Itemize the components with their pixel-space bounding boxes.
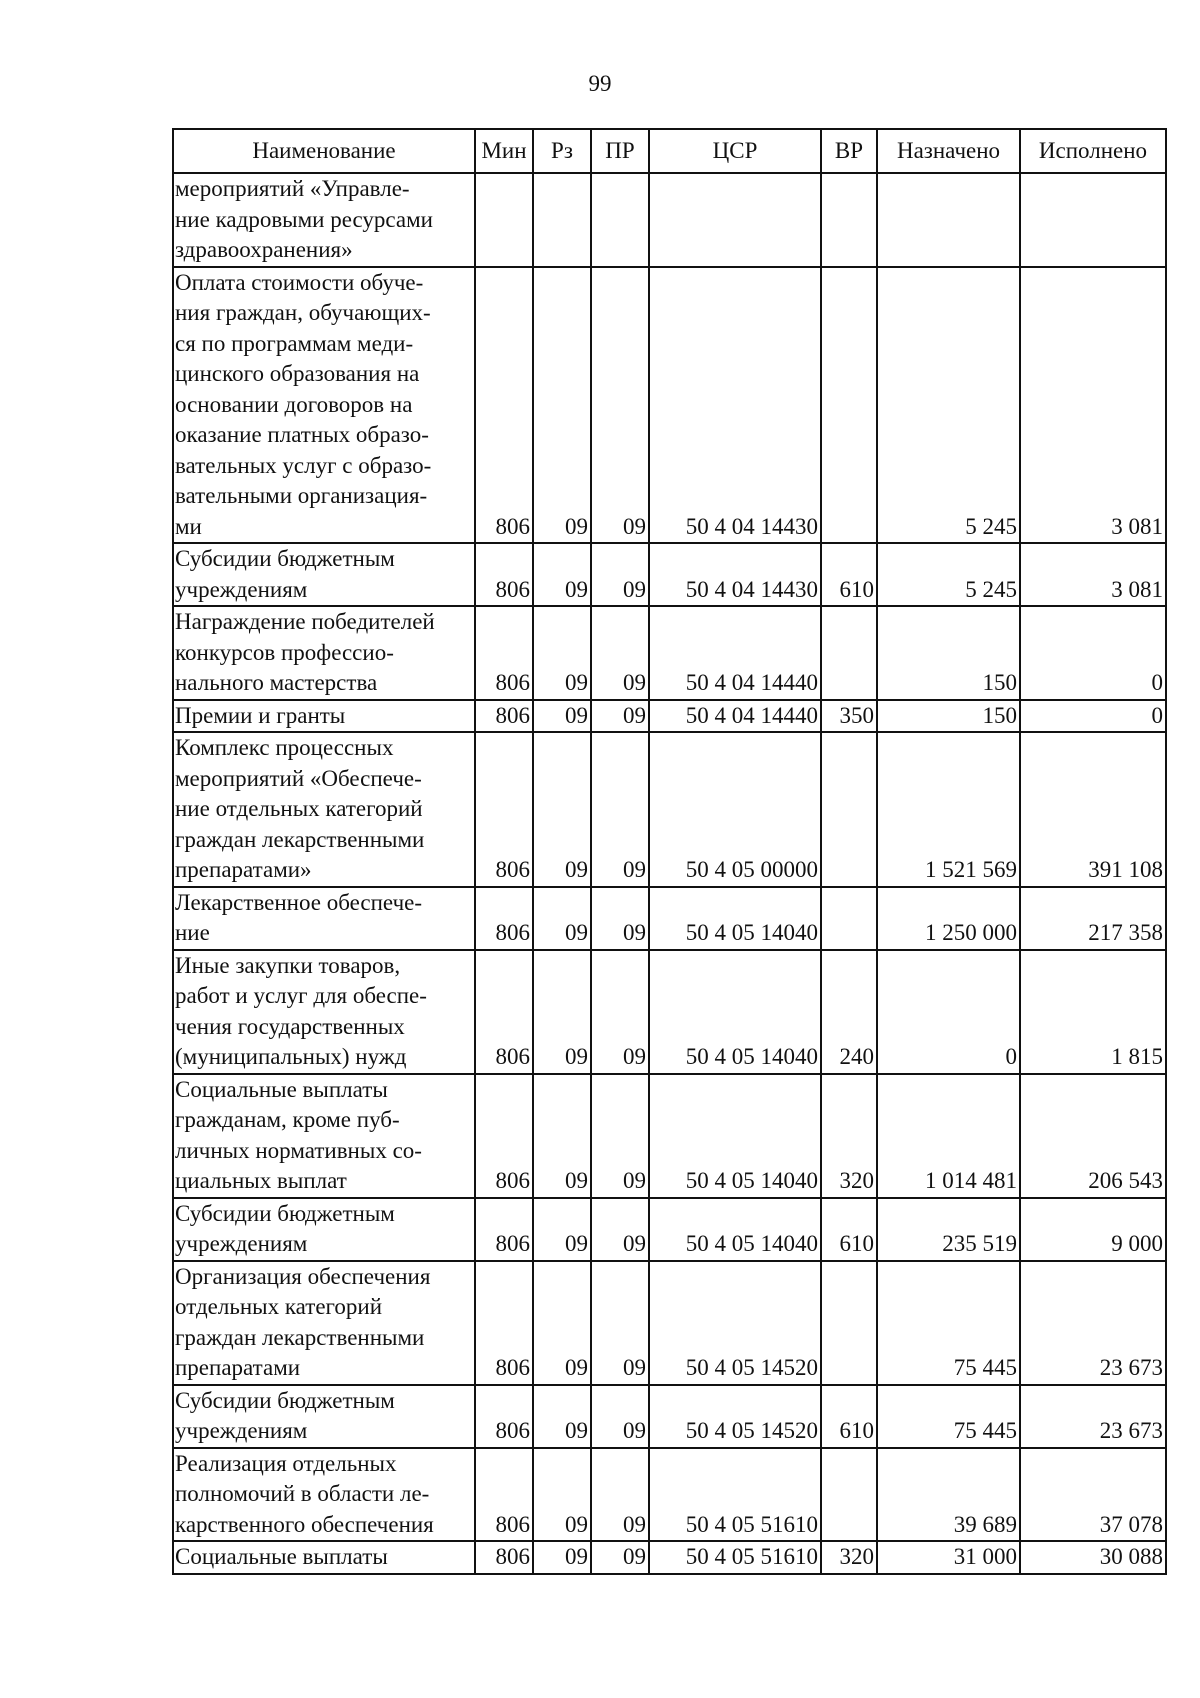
cell-name: Социальные выплаты <box>173 1541 475 1574</box>
cell-min <box>475 173 533 267</box>
cell-rz: 09 <box>533 1261 591 1385</box>
cell-executed <box>1020 173 1166 267</box>
cell-rz: 09 <box>533 700 591 733</box>
cell-executed: 0 <box>1020 606 1166 700</box>
cell-executed: 1 815 <box>1020 950 1166 1074</box>
page-number: 99 <box>588 71 612 96</box>
cell-executed: 30 088 <box>1020 1541 1166 1574</box>
cell-name: Субсидии бюджетным учреждениям <box>173 1198 475 1261</box>
cell-vr: 240 <box>821 950 877 1074</box>
cell-assigned: 39 689 <box>877 1448 1020 1542</box>
cell-executed: 391 108 <box>1020 732 1166 887</box>
cell-csr: 50 4 05 51610 <box>649 1448 821 1542</box>
cell-min: 806 <box>475 950 533 1074</box>
cell-pr: 09 <box>591 1074 649 1198</box>
header-name: Наименование <box>173 129 475 173</box>
cell-rz: 09 <box>533 732 591 887</box>
header-vr: ВР <box>821 129 877 173</box>
cell-rz: 09 <box>533 1385 591 1448</box>
cell-pr <box>591 173 649 267</box>
cell-csr: 50 4 04 14440 <box>649 700 821 733</box>
cell-pr: 09 <box>591 1448 649 1542</box>
table-row <box>173 1385 1166 1448</box>
table-row <box>173 732 1166 887</box>
cell-vr: 320 <box>821 1541 877 1574</box>
cell-min: 806 <box>475 1541 533 1574</box>
header-rz: Рз <box>533 129 591 173</box>
cell-name: Оплата стоимости обуче- ния граждан, обучающих- ся по программам меди- цинского образования на основании договоров на оказание платных образо- вательных услуг с образо- вательными организация- ми <box>173 267 475 544</box>
cell-min: 806 <box>475 1385 533 1448</box>
cell-csr: 50 4 05 14040 <box>649 1074 821 1198</box>
cell-assigned: 5 245 <box>877 543 1020 606</box>
cell-name: Субсидии бюджетным учреждениям <box>173 543 475 606</box>
header-executed: Исполнено <box>1020 129 1166 173</box>
cell-min: 806 <box>475 1074 533 1198</box>
cell-rz: 09 <box>533 887 591 950</box>
cell-name: Премии и гранты <box>173 700 475 733</box>
cell-vr: 610 <box>821 1198 877 1261</box>
cell-name: мероприятий «Управле- ние кадровыми ресурсами здравоохранения» <box>173 173 475 267</box>
cell-csr: 50 4 05 14040 <box>649 887 821 950</box>
cell-executed: 23 673 <box>1020 1261 1166 1385</box>
cell-assigned: 235 519 <box>877 1198 1020 1261</box>
cell-executed: 9 000 <box>1020 1198 1166 1261</box>
cell-name: Лекарственное обеспече- ние <box>173 887 475 950</box>
table-body <box>173 173 1166 1574</box>
cell-csr: 50 4 04 14430 <box>649 543 821 606</box>
cell-assigned: 150 <box>877 606 1020 700</box>
cell-name: Комплекс процессных мероприятий «Обеспече- ние отдельных категорий граждан лекарственными препаратами» <box>173 732 475 887</box>
cell-min: 806 <box>475 1448 533 1542</box>
cell-csr: 50 4 05 14520 <box>649 1261 821 1385</box>
cell-pr: 09 <box>591 950 649 1074</box>
cell-assigned: 1 521 569 <box>877 732 1020 887</box>
cell-vr: 350 <box>821 700 877 733</box>
header-csr: ЦСР <box>649 129 821 173</box>
cell-csr: 50 4 04 14430 <box>649 267 821 544</box>
cell-min: 806 <box>475 1198 533 1261</box>
cell-min: 806 <box>475 543 533 606</box>
cell-min: 806 <box>475 606 533 700</box>
cell-rz <box>533 173 591 267</box>
table-row <box>173 606 1166 700</box>
cell-pr: 09 <box>591 887 649 950</box>
cell-vr: 610 <box>821 543 877 606</box>
cell-rz: 09 <box>533 606 591 700</box>
cell-assigned: 31 000 <box>877 1541 1020 1574</box>
table-row <box>173 950 1166 1074</box>
cell-assigned <box>877 173 1020 267</box>
cell-vr: 320 <box>821 1074 877 1198</box>
cell-executed: 217 358 <box>1020 887 1166 950</box>
table-row <box>173 1074 1166 1198</box>
cell-pr: 09 <box>591 606 649 700</box>
header-min: Мин <box>475 129 533 173</box>
cell-pr: 09 <box>591 732 649 887</box>
table-row <box>173 543 1166 606</box>
cell-pr: 09 <box>591 700 649 733</box>
cell-pr: 09 <box>591 543 649 606</box>
cell-vr: 610 <box>821 1385 877 1448</box>
table-row <box>173 887 1166 950</box>
table-row <box>173 1198 1166 1261</box>
cell-name: Социальные выплаты гражданам, кроме пуб- личных нормативных со- циальных выплат <box>173 1074 475 1198</box>
header-pr: ПР <box>591 129 649 173</box>
table-row <box>173 1261 1166 1385</box>
cell-pr: 09 <box>591 1261 649 1385</box>
cell-assigned: 150 <box>877 700 1020 733</box>
cell-executed: 23 673 <box>1020 1385 1166 1448</box>
table-row <box>173 700 1166 733</box>
cell-rz: 09 <box>533 1074 591 1198</box>
cell-vr <box>821 173 877 267</box>
cell-assigned: 0 <box>877 950 1020 1074</box>
cell-pr: 09 <box>591 1198 649 1261</box>
cell-vr <box>821 887 877 950</box>
table-row <box>173 1448 1166 1542</box>
cell-csr: 50 4 04 14440 <box>649 606 821 700</box>
cell-executed: 0 <box>1020 700 1166 733</box>
cell-pr: 09 <box>591 1385 649 1448</box>
cell-vr <box>821 267 877 544</box>
cell-assigned: 75 445 <box>877 1261 1020 1385</box>
cell-min: 806 <box>475 887 533 950</box>
cell-vr <box>821 1448 877 1542</box>
cell-csr <box>649 173 821 267</box>
cell-csr: 50 4 05 00000 <box>649 732 821 887</box>
table-header-row <box>173 129 1166 173</box>
budget-table <box>172 128 1167 1575</box>
cell-rz: 09 <box>533 1198 591 1261</box>
cell-name: Реализация отдельных полномочий в области ле- карственного обеспечения <box>173 1448 475 1542</box>
cell-vr <box>821 732 877 887</box>
cell-csr: 50 4 05 14520 <box>649 1385 821 1448</box>
cell-rz: 09 <box>533 1448 591 1542</box>
cell-rz: 09 <box>533 543 591 606</box>
cell-assigned: 5 245 <box>877 267 1020 544</box>
cell-executed: 37 078 <box>1020 1448 1166 1542</box>
cell-pr: 09 <box>591 267 649 544</box>
cell-vr <box>821 1261 877 1385</box>
cell-csr: 50 4 05 14040 <box>649 950 821 1074</box>
cell-name: Организация обеспечения отдельных категорий граждан лекарственными препаратами <box>173 1261 475 1385</box>
cell-executed: 3 081 <box>1020 267 1166 544</box>
cell-rz: 09 <box>533 1541 591 1574</box>
cell-csr: 50 4 05 14040 <box>649 1198 821 1261</box>
cell-assigned: 75 445 <box>877 1385 1020 1448</box>
cell-pr: 09 <box>591 1541 649 1574</box>
cell-min: 806 <box>475 1261 533 1385</box>
cell-assigned: 1 250 000 <box>877 887 1020 950</box>
table-row <box>173 173 1166 267</box>
cell-name: Субсидии бюджетным учреждениям <box>173 1385 475 1448</box>
table-row <box>173 1541 1166 1574</box>
cell-csr: 50 4 05 51610 <box>649 1541 821 1574</box>
cell-executed: 3 081 <box>1020 543 1166 606</box>
cell-name: Иные закупки товаров, работ и услуг для обеспе- чения государственных (муниципальных) нужд <box>173 950 475 1074</box>
cell-rz: 09 <box>533 950 591 1074</box>
header-assigned: Назначено <box>877 129 1020 173</box>
cell-min: 806 <box>475 732 533 887</box>
cell-name: Награждение победителей конкурсов профессио- нального мастерства <box>173 606 475 700</box>
cell-executed: 206 543 <box>1020 1074 1166 1198</box>
cell-min: 806 <box>475 267 533 544</box>
cell-vr <box>821 606 877 700</box>
cell-rz: 09 <box>533 267 591 544</box>
cell-min: 806 <box>475 700 533 733</box>
table-row <box>173 267 1166 544</box>
cell-assigned: 1 014 481 <box>877 1074 1020 1198</box>
